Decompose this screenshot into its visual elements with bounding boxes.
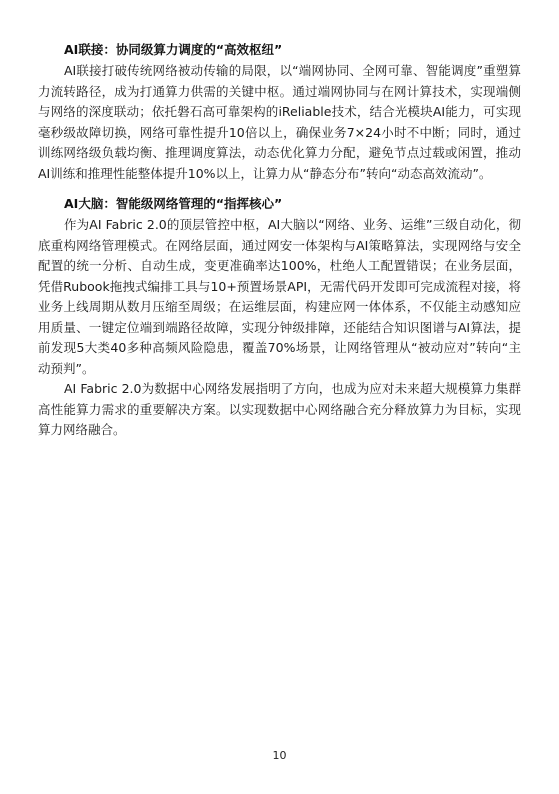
section-ai-brain bbox=[38, 194, 521, 441]
section-heading: AI大脑：智能级网络管理的“指挥核心” bbox=[64, 196, 283, 211]
paragraph: AI Fabric 2.0为数据中心网络发展指明了方向，也成为应对未来超大规模算力集群高性能算力需求的重要解决方案。以实现数据中心网络融合充分释放算力为目标，实现算力网络融合。 bbox=[38, 381, 521, 437]
section-ai-connection bbox=[38, 40, 521, 184]
section-gap bbox=[38, 184, 521, 194]
page-content bbox=[38, 40, 521, 441]
paragraph: 作为AI Fabric 2.0的顶层管控中枢，AI大脑以“网络、业务、运维”三级自动化，彻底重构网络管理模式。在网络层面，通过网安一体架构与AI策略算法，实现网络与安全配置的统一分析、自动生成，变更准确率达100%，杜绝人工配置错误；在业务层面，凭借Rubook拖拽式编排工具与10+预置场景API，无需代码开发即可完成流程对接，将业务上线周期从数月压缩至周级；在运维层面，构建应网一体体系，不仅能主动感知应用质量、一键定位端到端路径故障，实现分钟级排障，还能结合知识图谱与AI算法，提前发现5大类40多种高频风险隐患，覆盖70%场景，让网络管理从“被动应对”转向“主动预判”。 bbox=[38, 217, 521, 376]
section-heading: AI联接：协同级算力调度的“高效枢纽” bbox=[64, 42, 283, 57]
page-number: 10 bbox=[272, 749, 287, 762]
paragraph: AI联接打破传统网络被动传输的局限，以“端网协同、全网可靠、智能调度”重塑算力流转路径，成为打通算力供需的关键中枢。通过端网协同与在网计算技术，实现端侧与网络的深度联动；依托磐石高可靠架构的iReliable技术，结合光模块AI能力，可实现毫秒级故障切换，网络可靠性提升10倍以上，确保业务7×24小时不中断；同时，通过训练网络级负载均衡、推理调度算法，动态优化算力分配，避免节点过载或闲置，推动AI训练和推理性能整体提升10%以上，让算力从“静态分布”转向“动态高效流动”。 bbox=[38, 63, 521, 181]
